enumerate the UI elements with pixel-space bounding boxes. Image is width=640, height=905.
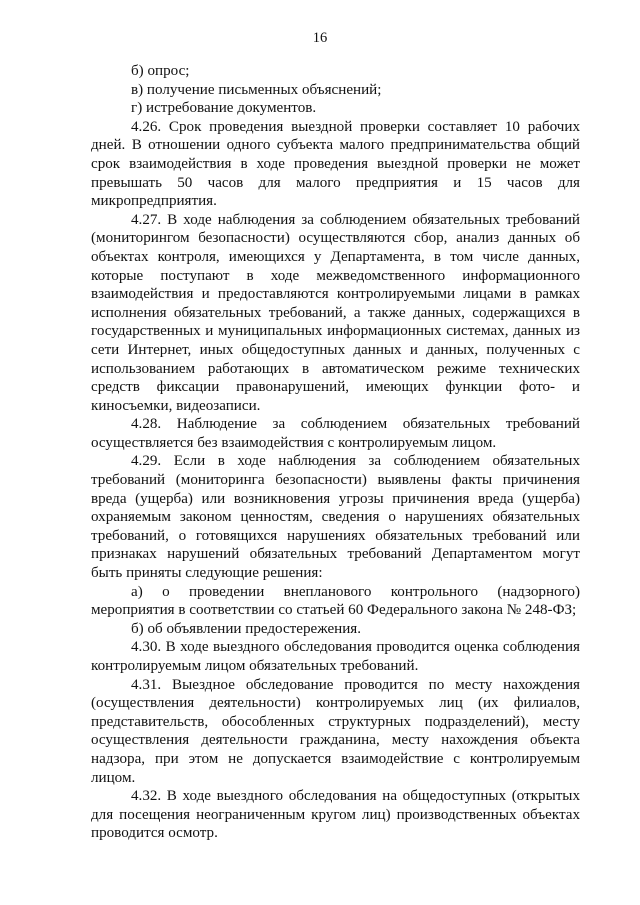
list-item-g: г) истребование документов. [131, 100, 317, 117]
document-body [91, 62, 580, 843]
paragraph-4-29: 4.29. Если в ходе наблюдения за соблюдением обязательных требований (мониторинга безопасности) выявлены факты причинения вреда (ущерба) или возникновения угрозы причинения вреда (ущерба) охраняемым законом ценностям, сведения о нарушениях обязательных требований, о готовящихся нарушениях обязательных требований или признаках нарушений обязательных требований Департаментом могут быть приняты следующие решения: [91, 453, 580, 582]
paragraph-4-26: 4.26. Срок проведения выездной проверки составляет 10 рабочих дней. В отношении одного субъекта малого предпринимательства общий срок взаимодействия в ходе проведения выездной проверки не может превышать 50 часов для малого предприятия и 15 часов для микропредприятия. [91, 118, 580, 210]
list-item-b-2: б) об объявлении предостережения. [131, 620, 362, 637]
paragraph-4-31: 4.31. Выездное обследование проводится по месту нахождения (осуществления деятельности) контролируемых лиц (их филиалов, представительств, обособленных структурных подразделений), месту осуществления деятельности гражданина, месту нахождения объекта надзора, при этом не допускается взаимодействие с контролируемым лицом. [91, 676, 580, 786]
paragraph-4-32: 4.32. В ходе выездного обследования на общедоступных (открытых для посещения неограниченным кругом лиц) производственных объектах проводится осмотр. [91, 788, 580, 842]
list-item-b: б) опрос; [131, 63, 190, 79]
paragraph-4-28: 4.28. Наблюдение за соблюдением обязательных требований осуществляется без взаимодействия с контролируемым лицом. [91, 416, 580, 451]
paragraph-4-30: 4.30. В ходе выездного обследования проводится оценка соблюдения контролируемым лицом обязательных требований. [91, 639, 580, 674]
list-item-a: а) о проведении внепланового контрольного (надзорного) мероприятия в соответствии со статьей 60 Федерального закона № 248-ФЗ; [91, 583, 580, 619]
list-item-v: в) получение письменных объяснений; [131, 81, 382, 98]
paragraph-4-27: 4.27. В ходе наблюдения за соблюдением обязательных требований (мониторингом безопасности) осуществляются сбор, анализ данных об объектах контроля, имеющихся у Департамента, в том числе данных, которые поступают в ходе межведомственного информационного взаимодействия и предоставляются контролируемыми лицами в рамках исполнения обязательных требований, а также данных, содержащихся в государственных и муниципальных информационных системах, данных из сети Интернет, иных общедоступных данных и данных, полученных с использованием работающих в автоматическом режиме технических средств фиксации правонарушений, имеющих функции фото- и киносъемки, видеозаписи. [91, 211, 580, 414]
page-number: 16 [312, 30, 328, 46]
